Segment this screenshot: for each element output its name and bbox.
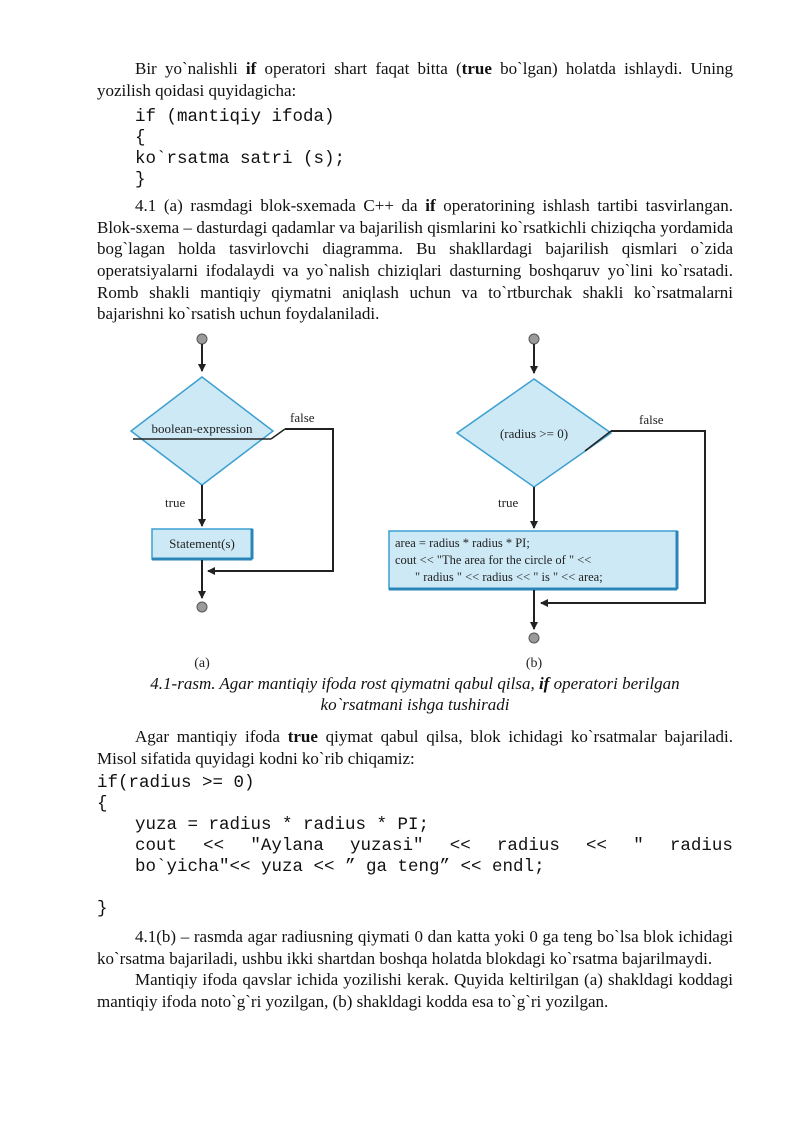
condition-label: boolean-expression bbox=[151, 420, 253, 436]
statement-line: area = radius * radius * PI; bbox=[395, 535, 530, 550]
code-line: } bbox=[97, 899, 108, 920]
keyword-if: if bbox=[425, 196, 436, 216]
code-line: yuza = radius * radius * PI; bbox=[135, 815, 430, 836]
end-node bbox=[529, 633, 539, 643]
text-run: operatorining ishlash tartibi tasvirlangan. Blok-sxema – dasturdagi qadamlar va bajarilish qismlarini ko`rsatkichli chiziqcha yordamida bog`lagan holda tasvirlovchi diagramma. Bu shakllardagi bajarilish qismlari o`zida operatsiyalarni ifodalaydi va yo`nalish chiziqlari dasturning boshqaruv yo`lini ko`rsatadi. Romb shakli mantiqiy qiymatni aniqlash uchun va to`rtburchak shakli ko`rsatmalarni bajarishni ko`rsatish uchun foydalaniladi. bbox=[97, 196, 733, 324]
text-run: 4.1-rasm. Agar mantiqiy ifoda rost qiymatni qabul qilsa, bbox=[150, 673, 539, 693]
subfigure-label-b: (b) bbox=[525, 655, 543, 671]
code-token: << bbox=[449, 836, 471, 857]
statement-line: " radius " << radius << " is " << area; bbox=[415, 569, 603, 584]
figure-caption bbox=[97, 673, 733, 716]
text-run: operatori berilgan bbox=[549, 673, 680, 693]
false-label: false bbox=[290, 409, 315, 425]
true-label: true bbox=[498, 494, 519, 510]
code-token: radius bbox=[669, 836, 733, 857]
code-token: " bbox=[633, 836, 644, 857]
text-run: Agar mantiqiy ifoda bbox=[135, 726, 288, 746]
text-run: qiymat qabul qilsa, blok ichidagi ko`rsatmalar bajariladi. Misol sifatida quyidagi kodni ko`rib chiqamiz: bbox=[97, 726, 734, 768]
statement-line: cout << "The area for the circle of " << bbox=[395, 552, 592, 567]
flowchart-figure bbox=[97, 333, 733, 673]
code-token: cout bbox=[135, 836, 178, 857]
code-token: "Aylana bbox=[250, 836, 324, 857]
code-line: } bbox=[135, 170, 146, 191]
code-token: << bbox=[203, 836, 225, 857]
document-page bbox=[97, 58, 733, 1013]
text-run: ko`rsatmani ishga tushiradi bbox=[320, 695, 510, 715]
end-node bbox=[197, 602, 207, 612]
statement-label: Statement(s) bbox=[169, 535, 235, 551]
start-node bbox=[529, 334, 539, 344]
code-token: radius bbox=[496, 836, 560, 857]
start-node bbox=[197, 334, 207, 344]
code-line: if (mantiqiy ifoda) bbox=[135, 107, 335, 128]
intro-paragraph bbox=[97, 58, 733, 101]
flowchart-b bbox=[389, 334, 705, 671]
subfigure-label-a: (a) bbox=[194, 655, 210, 671]
example-intro-paragraph bbox=[97, 726, 733, 769]
condition-label: (radius >= 0) bbox=[499, 425, 569, 441]
code-line: if(radius >= 0) bbox=[97, 773, 255, 794]
text-run: 4.1 (a) rasmdagi blok-sxemada C++ da bbox=[135, 196, 426, 216]
code-line: { bbox=[135, 128, 146, 149]
flowchart-svg bbox=[97, 333, 733, 673]
example-code-block bbox=[97, 773, 733, 920]
code-blank-line bbox=[97, 878, 733, 899]
keyword-if: if bbox=[245, 59, 257, 78]
radius-explanation-paragraph: 4.1(b) – rasmda agar radiusning qiymati 0 dan katta yoki 0 ga teng bo`lsa blok ichidagi ko`rsatma bajariladi, ushbu ikki shartdan boshqa holatda blokdagi ko`rsatma bajarilmaydi. bbox=[97, 927, 733, 968]
syntax-code-block bbox=[97, 107, 733, 191]
text-run: bo`lgan) holatda ishlaydi. Uning yozilish qoidasi quyidagicha: bbox=[97, 59, 733, 100]
code-token: << bbox=[586, 836, 608, 857]
true-label: true bbox=[165, 494, 186, 510]
code-line: bo`yicha"<< yuza << ” ga teng” << endl; bbox=[135, 857, 545, 878]
code-token: yuzasi" bbox=[350, 836, 424, 857]
parentheses-paragraph: Mantiqiy ifoda qavslar ichida yozilishi kerak. Quyida keltirilgan (a) shakldagi koddagi mantiqiy ifoda noto`g`ri yozilgan, (b) shakldagi kodda esa to`g`ri yozilgan. bbox=[97, 970, 733, 1011]
code-line bbox=[97, 836, 733, 857]
flowchart-description-paragraph bbox=[97, 195, 733, 325]
text-run: Bir yo`nalishli bbox=[135, 59, 246, 78]
code-line: ko`rsatma satri (s); bbox=[135, 149, 346, 170]
flowchart-a bbox=[131, 334, 333, 671]
keyword-true: true bbox=[287, 726, 318, 746]
text-run: operatori shart faqat bitta ( bbox=[256, 59, 462, 78]
keyword-true: true bbox=[461, 59, 492, 78]
code-line: { bbox=[97, 794, 108, 815]
keyword-if: if bbox=[538, 673, 550, 693]
false-label: false bbox=[639, 411, 664, 427]
